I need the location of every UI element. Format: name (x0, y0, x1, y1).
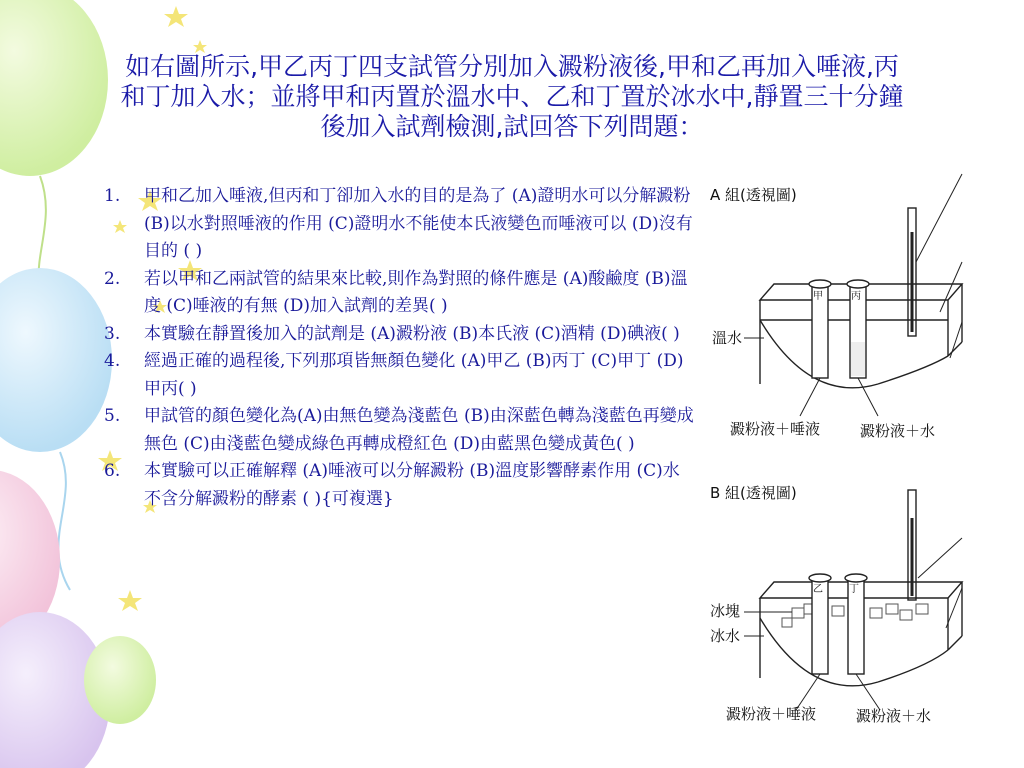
title-line: 和丁加入水；並將甲和丙置於溫水中、乙和丁置於冰水中,靜置三十分鐘 (120, 82, 904, 111)
question-item (104, 348, 694, 403)
question-item (104, 458, 694, 513)
title-line: 後加入試劑檢測,試回答下列問題： (320, 112, 704, 141)
tube-label-jia: 甲 (813, 291, 823, 302)
tube-label-yi: 乙 (813, 584, 823, 595)
question-text: 本實驗可以正確解釋 (A)唾液可以分解澱粉 (B)溫度影響酵素作用 (C)水不含分解澱粉的酵素 ( ){可複選} (144, 461, 680, 509)
bath-label-warm: 溫水 (712, 329, 743, 347)
question-item (104, 403, 694, 458)
leader-line (800, 378, 820, 416)
question-list (104, 183, 694, 513)
question-text: 甲試管的顏色變化為(A)由無色變為淺藍色 (B)由深藍色轉為淺藍色再變成無色 (C)由淺藍色變成綠色再轉成橙紅色 (D)由藍黑色變成黃色( ) (144, 406, 694, 454)
label-starch-water: 澱粉液＋水 (856, 707, 932, 725)
question-text: 經過正確的過程後,下列那項皆無顏色變化 (A)甲乙 (B)丙丁 (C)甲丁 (D)甲丙( ) (144, 351, 684, 399)
question-number: 5. (104, 406, 121, 426)
question-number: 3. (104, 323, 121, 344)
question-number: 1. (104, 186, 121, 206)
question-item (104, 266, 694, 321)
diagram-a-warm-water (700, 172, 1020, 452)
slide-title (40, 52, 984, 142)
balloon-green (84, 636, 156, 724)
diagram-a-heading: A 組(透視圖) (710, 186, 797, 204)
thermometer-icon (908, 174, 962, 358)
label-starch-water: 澱粉液＋水 (860, 422, 936, 440)
question-text: 甲和乙加入唾液,但丙和丁卻加入水的目的是為了 (A)證明水可以分解澱粉 (B)以水對照唾液的作用 (C)證明水不能使本氏液變色而唾液可以 (D)沒有目的 ( ) (144, 186, 693, 261)
balloon-string (58, 452, 70, 590)
leader-line (858, 378, 878, 416)
bath-label-ice-water: 冰水 (710, 627, 741, 645)
tube-label-ding: 丁 (849, 584, 859, 595)
ice-label: 冰塊 (710, 602, 741, 620)
question-number: 4. (104, 351, 121, 371)
question-number: 2. (104, 268, 121, 289)
label-starch-saliva: 澱粉液＋唾液 (730, 420, 821, 438)
label-starch-saliva: 澱粉液＋唾液 (726, 705, 817, 723)
tube-label-bing: 丙 (851, 291, 861, 302)
question-item (104, 183, 694, 266)
leader-line (856, 674, 880, 710)
question-text: 若以甲和乙兩試管的結果來比較,則作為對照的條件應是 (A)酸鹼度 (B)溫度 (C)唾液的有無 (D)加入試劑的差異( ) (144, 268, 688, 316)
title-line: 如右圖所示,甲乙丙丁四支試管分別加入澱粉液後,甲和乙再加入唾液,丙 (125, 52, 899, 81)
diagram-b-ice-water (700, 478, 1020, 740)
question-text: 本實驗在靜置後加入的試劑是 (A)澱粉液 (B)本氏液 (C)酒精 (D)碘液( ) (144, 323, 680, 344)
diagram-b-heading: B 組(透視圖) (710, 484, 797, 502)
question-item (104, 321, 694, 349)
balloon-blue (0, 268, 112, 452)
question-number: 6. (104, 461, 121, 481)
